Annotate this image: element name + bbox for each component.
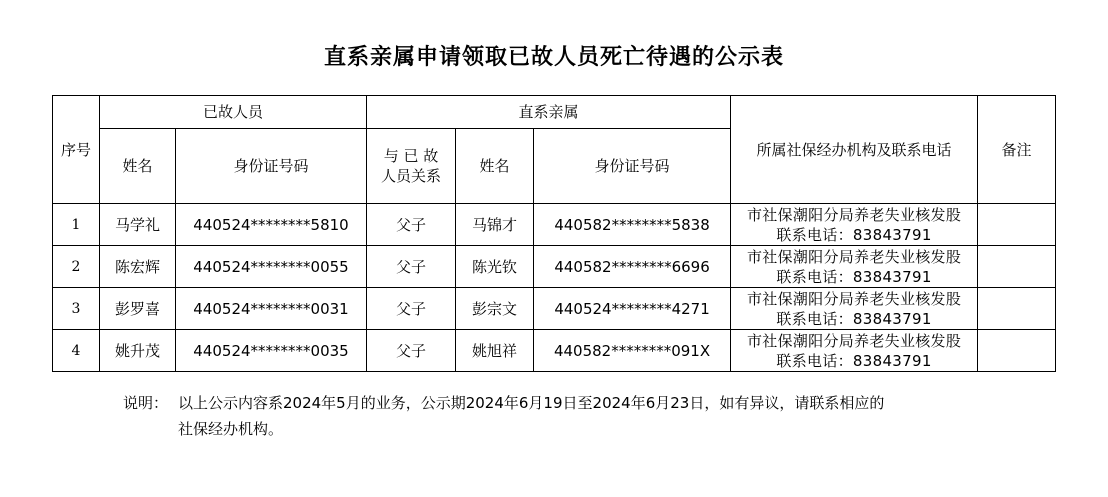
cell-relation: 父子 bbox=[367, 246, 456, 288]
cell-org-contact bbox=[731, 246, 978, 288]
cell-org-contact bbox=[731, 204, 978, 246]
header-relation-line1: 与 已 故 bbox=[383, 147, 439, 165]
cell-relative-id: 440582********5838 bbox=[534, 204, 731, 246]
cell-seq: 1 bbox=[53, 204, 100, 246]
cell-remark bbox=[978, 330, 1056, 372]
cell-deceased-name: 姚升茂 bbox=[100, 330, 176, 372]
cell-relation: 父子 bbox=[367, 204, 456, 246]
table-row bbox=[53, 204, 1056, 246]
cell-seq: 2 bbox=[53, 246, 100, 288]
org-phone: 联系电话：83843791 bbox=[776, 351, 932, 370]
header-deceased-name: 姓名 bbox=[100, 129, 176, 204]
cell-remark bbox=[978, 288, 1056, 330]
cell-deceased-id: 440524********0035 bbox=[176, 330, 367, 372]
header-seq: 序号 bbox=[53, 96, 100, 204]
cell-relative-name: 姚旭祥 bbox=[456, 330, 534, 372]
cell-seq: 4 bbox=[53, 330, 100, 372]
org-name: 市社保潮阳分局养老失业核发股 bbox=[746, 205, 962, 224]
cell-deceased-id: 440524********5810 bbox=[176, 204, 367, 246]
header-row-group bbox=[53, 96, 1056, 129]
footnote-label: 说明： bbox=[123, 394, 169, 412]
header-org-contact: 所属社保经办机构及联系电话 bbox=[731, 96, 978, 204]
cell-relative-name: 马锦才 bbox=[456, 204, 534, 246]
cell-relative-id: 440582********6696 bbox=[534, 246, 731, 288]
cell-remark bbox=[978, 204, 1056, 246]
org-phone: 联系电话：83843791 bbox=[776, 225, 932, 244]
header-deceased-id: 身份证号码 bbox=[176, 129, 367, 204]
org-name: 市社保潮阳分局养老失业核发股 bbox=[746, 247, 962, 266]
header-relative-id: 身份证号码 bbox=[534, 129, 731, 204]
cell-relation: 父子 bbox=[367, 288, 456, 330]
header-remarks: 备注 bbox=[978, 96, 1056, 204]
cell-deceased-name: 马学礼 bbox=[100, 204, 176, 246]
org-name: 市社保潮阳分局养老失业核发股 bbox=[746, 331, 962, 350]
cell-relative-name: 陈光钦 bbox=[456, 246, 534, 288]
cell-remark bbox=[978, 246, 1056, 288]
cell-seq: 3 bbox=[53, 288, 100, 330]
table-row bbox=[53, 330, 1056, 372]
page-title: 直系亲属申请领取已故人员死亡待遇的公示表 bbox=[323, 45, 784, 70]
header-deceased-group: 已故人员 bbox=[100, 96, 367, 129]
header-relative-group: 直系亲属 bbox=[367, 96, 731, 129]
cell-deceased-name: 陈宏辉 bbox=[100, 246, 176, 288]
cell-deceased-id: 440524********0031 bbox=[176, 288, 367, 330]
cell-relative-id: 440582********091X bbox=[534, 330, 731, 372]
cell-relative-name: 彭宗文 bbox=[456, 288, 534, 330]
table-row bbox=[53, 288, 1056, 330]
table-row bbox=[53, 246, 1056, 288]
header-relative-name: 姓名 bbox=[456, 129, 534, 204]
footnote-text: 以上公示内容系2024年5月的业务，公示期2024年6月19日至2024年6月23日，如有异议，请联系相应的 bbox=[178, 394, 885, 412]
org-name: 市社保潮阳分局养老失业核发股 bbox=[746, 289, 962, 308]
org-phone: 联系电话：83843791 bbox=[776, 267, 932, 286]
org-phone: 联系电话：83843791 bbox=[776, 309, 932, 328]
header-relation-line2: 人员关系 bbox=[381, 167, 442, 185]
footnote bbox=[123, 390, 884, 442]
header-relation bbox=[367, 129, 456, 204]
cell-deceased-name: 彭罗喜 bbox=[100, 288, 176, 330]
publicity-table bbox=[52, 95, 1056, 372]
cell-deceased-id: 440524********0055 bbox=[176, 246, 367, 288]
cell-relation: 父子 bbox=[367, 330, 456, 372]
cell-org-contact bbox=[731, 288, 978, 330]
footnote-line2: 社保经办机构。 bbox=[178, 420, 284, 438]
cell-relative-id: 440524********4271 bbox=[534, 288, 731, 330]
footnote-line1 bbox=[123, 390, 884, 416]
cell-org-contact bbox=[731, 330, 978, 372]
